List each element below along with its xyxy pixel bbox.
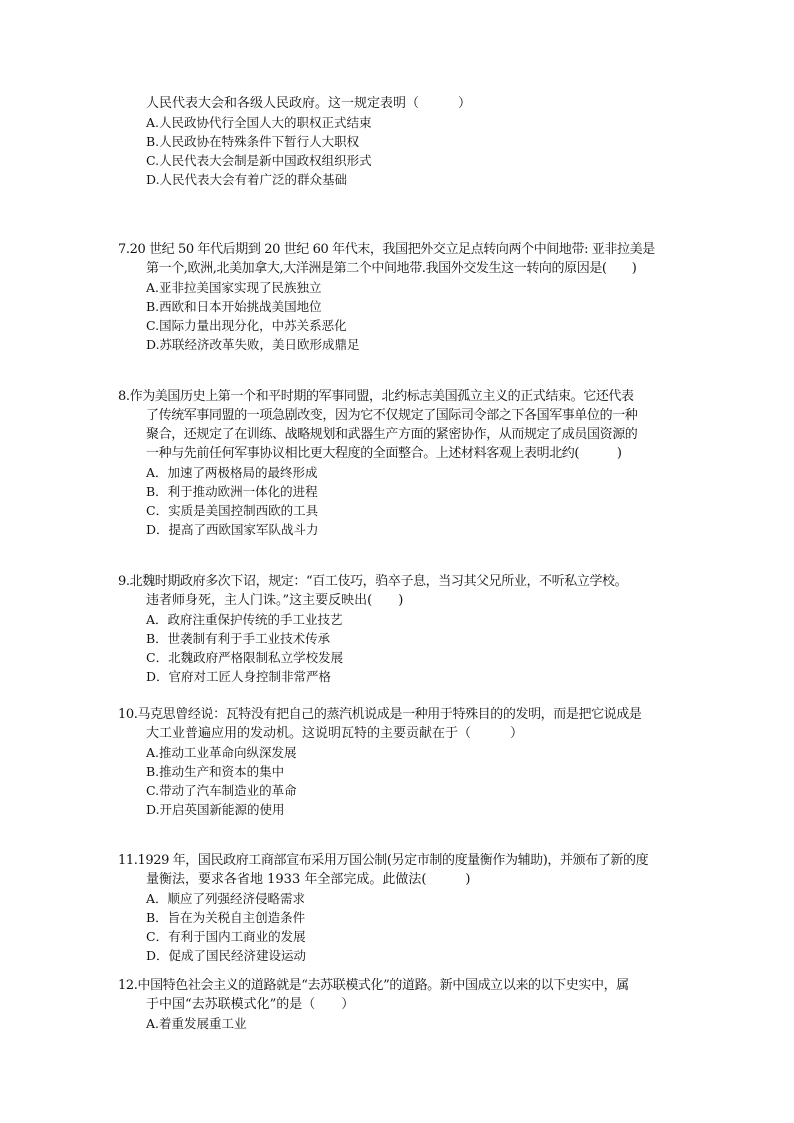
question-9-stem-line: 违者师身死，主人门诛。”这主要反映出( ) <box>146 593 404 608</box>
question-9-stem-line: 9.北魏时期政府多次下诏，规定：“百工伎巧，驺卒子息，当习其父兄所业，不听私立学校。 <box>118 574 628 589</box>
question-6-stem-line: 人民代表大会和各级人民政府。这一规定表明（ ） <box>146 96 472 111</box>
question-11 <box>118 851 698 965</box>
question-10 <box>118 705 698 819</box>
question-10-stem-line: 大工业普遍应用的发动机。这说明瓦特的主要贡献在于（ ） <box>146 726 524 741</box>
question-12 <box>118 976 698 1033</box>
question-8-option-d: D．提高了西欧国家军队战斗力 <box>146 522 319 537</box>
question-8-stem-line: 一种与先前任何军事协议相比更大程度的全面整合。上述材料客观上表明北约( ) <box>146 446 622 461</box>
question-11-option-d: D．促成了国民经济建设运动 <box>146 948 307 963</box>
question-8 <box>118 387 698 539</box>
question-12-stem-line: 12.中国特色社会主义的道路就是“去苏联模式化”的道路。新中国成立以来的以下史实中，属 <box>118 978 629 993</box>
question-8-option-a: A．加速了两极格局的最终形成 <box>146 465 318 480</box>
question-6-option-a: A.人民政协代行全国人大的职权正式结束 <box>146 115 372 130</box>
question-11-option-b: B．旨在为关税自主创造条件 <box>146 910 306 925</box>
question-6-option-b: B.人民政协在特殊条件下暂行人大职权 <box>146 134 360 149</box>
question-12-stem-line: 于中国“去苏联模式化”的是（ ） <box>146 997 355 1012</box>
question-11-stem-line: 11.1929 年，国民政府工商部宣布采用万国公制(另定市制的度量衡作为辅助)，并颁布了新的度 <box>118 853 649 868</box>
question-12-option-a: A.着重发展重工业 <box>146 1016 247 1031</box>
question-8-stem-line: 8.作为美国历史上第一个和平时期的军事同盟，北约标志美国孤立主义的正式结束。它还代表 <box>118 389 634 404</box>
question-10-option-c: C.带动了汽车制造业的革命 <box>146 783 297 798</box>
question-7-stem-line: 7.20 世纪 50 年代后期到 20 世纪 60 年代末，我国把外交立足点转向两个中间地带: 亚非拉美是 <box>118 242 655 257</box>
question-8-stem-line: 了传统军事同盟的一项急剧改变，因为它不仅规定了国际司令部之下各国军事单位的一种 <box>146 408 638 423</box>
question-10-stem-line: 10.马克思曾经说：瓦特没有把自己的蒸汽机说成是一种用于特殊目的的发明，而是把它说成是 <box>118 707 642 722</box>
question-6 <box>118 94 698 189</box>
question-11-option-a: A．顺应了列强经济侵略需求 <box>146 891 306 906</box>
question-9-option-c: C．北魏政府严格限制私立学校发展 <box>146 650 344 665</box>
question-11-option-c: C．有利于国内工商业的发展 <box>146 929 306 944</box>
question-7-option-a: A.亚非拉美国家实现了民族独立 <box>146 280 322 295</box>
question-9-option-b: B．世袭制有利于手工业技术传承 <box>146 631 331 646</box>
question-10-option-d: D.开启英国新能源的使用 <box>146 802 285 817</box>
question-7-option-c: C.国际力量出现分化，中苏关系恶化 <box>146 318 347 333</box>
question-7-option-b: B.西欧和日本开始挑战美国地位 <box>146 299 322 314</box>
question-8-option-c: C．实质是美国控制西欧的工具 <box>146 503 319 518</box>
question-9-option-d: D．官府对工匠人身控制非常严格 <box>146 669 332 684</box>
question-8-stem-line: 聚合，还规定了在训练、战略规划和武器生产方面的紧密协作，从而规定了成员国资源的 <box>146 427 638 442</box>
question-7-option-d: D.苏联经济改革失败，美日欧形成鼎足 <box>146 337 360 352</box>
question-8-option-b: B．利于推动欧洲一体化的进程 <box>146 484 318 499</box>
question-10-option-b: B.推动生产和资本的集中 <box>146 764 285 779</box>
question-7-stem-line: 第一个,欧洲,北美加拿大,大洋洲是第二个中间地带.我国外交发生这一转向的原因是( ) <box>146 261 637 276</box>
question-6-option-d: D.人民代表大会有着广泛的群众基础 <box>146 172 348 187</box>
question-10-option-a: A.推动工业革命向纵深发展 <box>146 745 297 760</box>
question-11-stem-line: 量衡法，要求各省地 1933 年全部完成。此做法( ) <box>146 872 471 887</box>
question-9 <box>118 572 698 686</box>
question-7 <box>118 240 698 354</box>
question-9-option-a: A．政府注重保护传统的手工业技艺 <box>146 612 343 627</box>
question-6-option-c: C.人民代表大会制是新中国政权组织形式 <box>146 153 372 168</box>
